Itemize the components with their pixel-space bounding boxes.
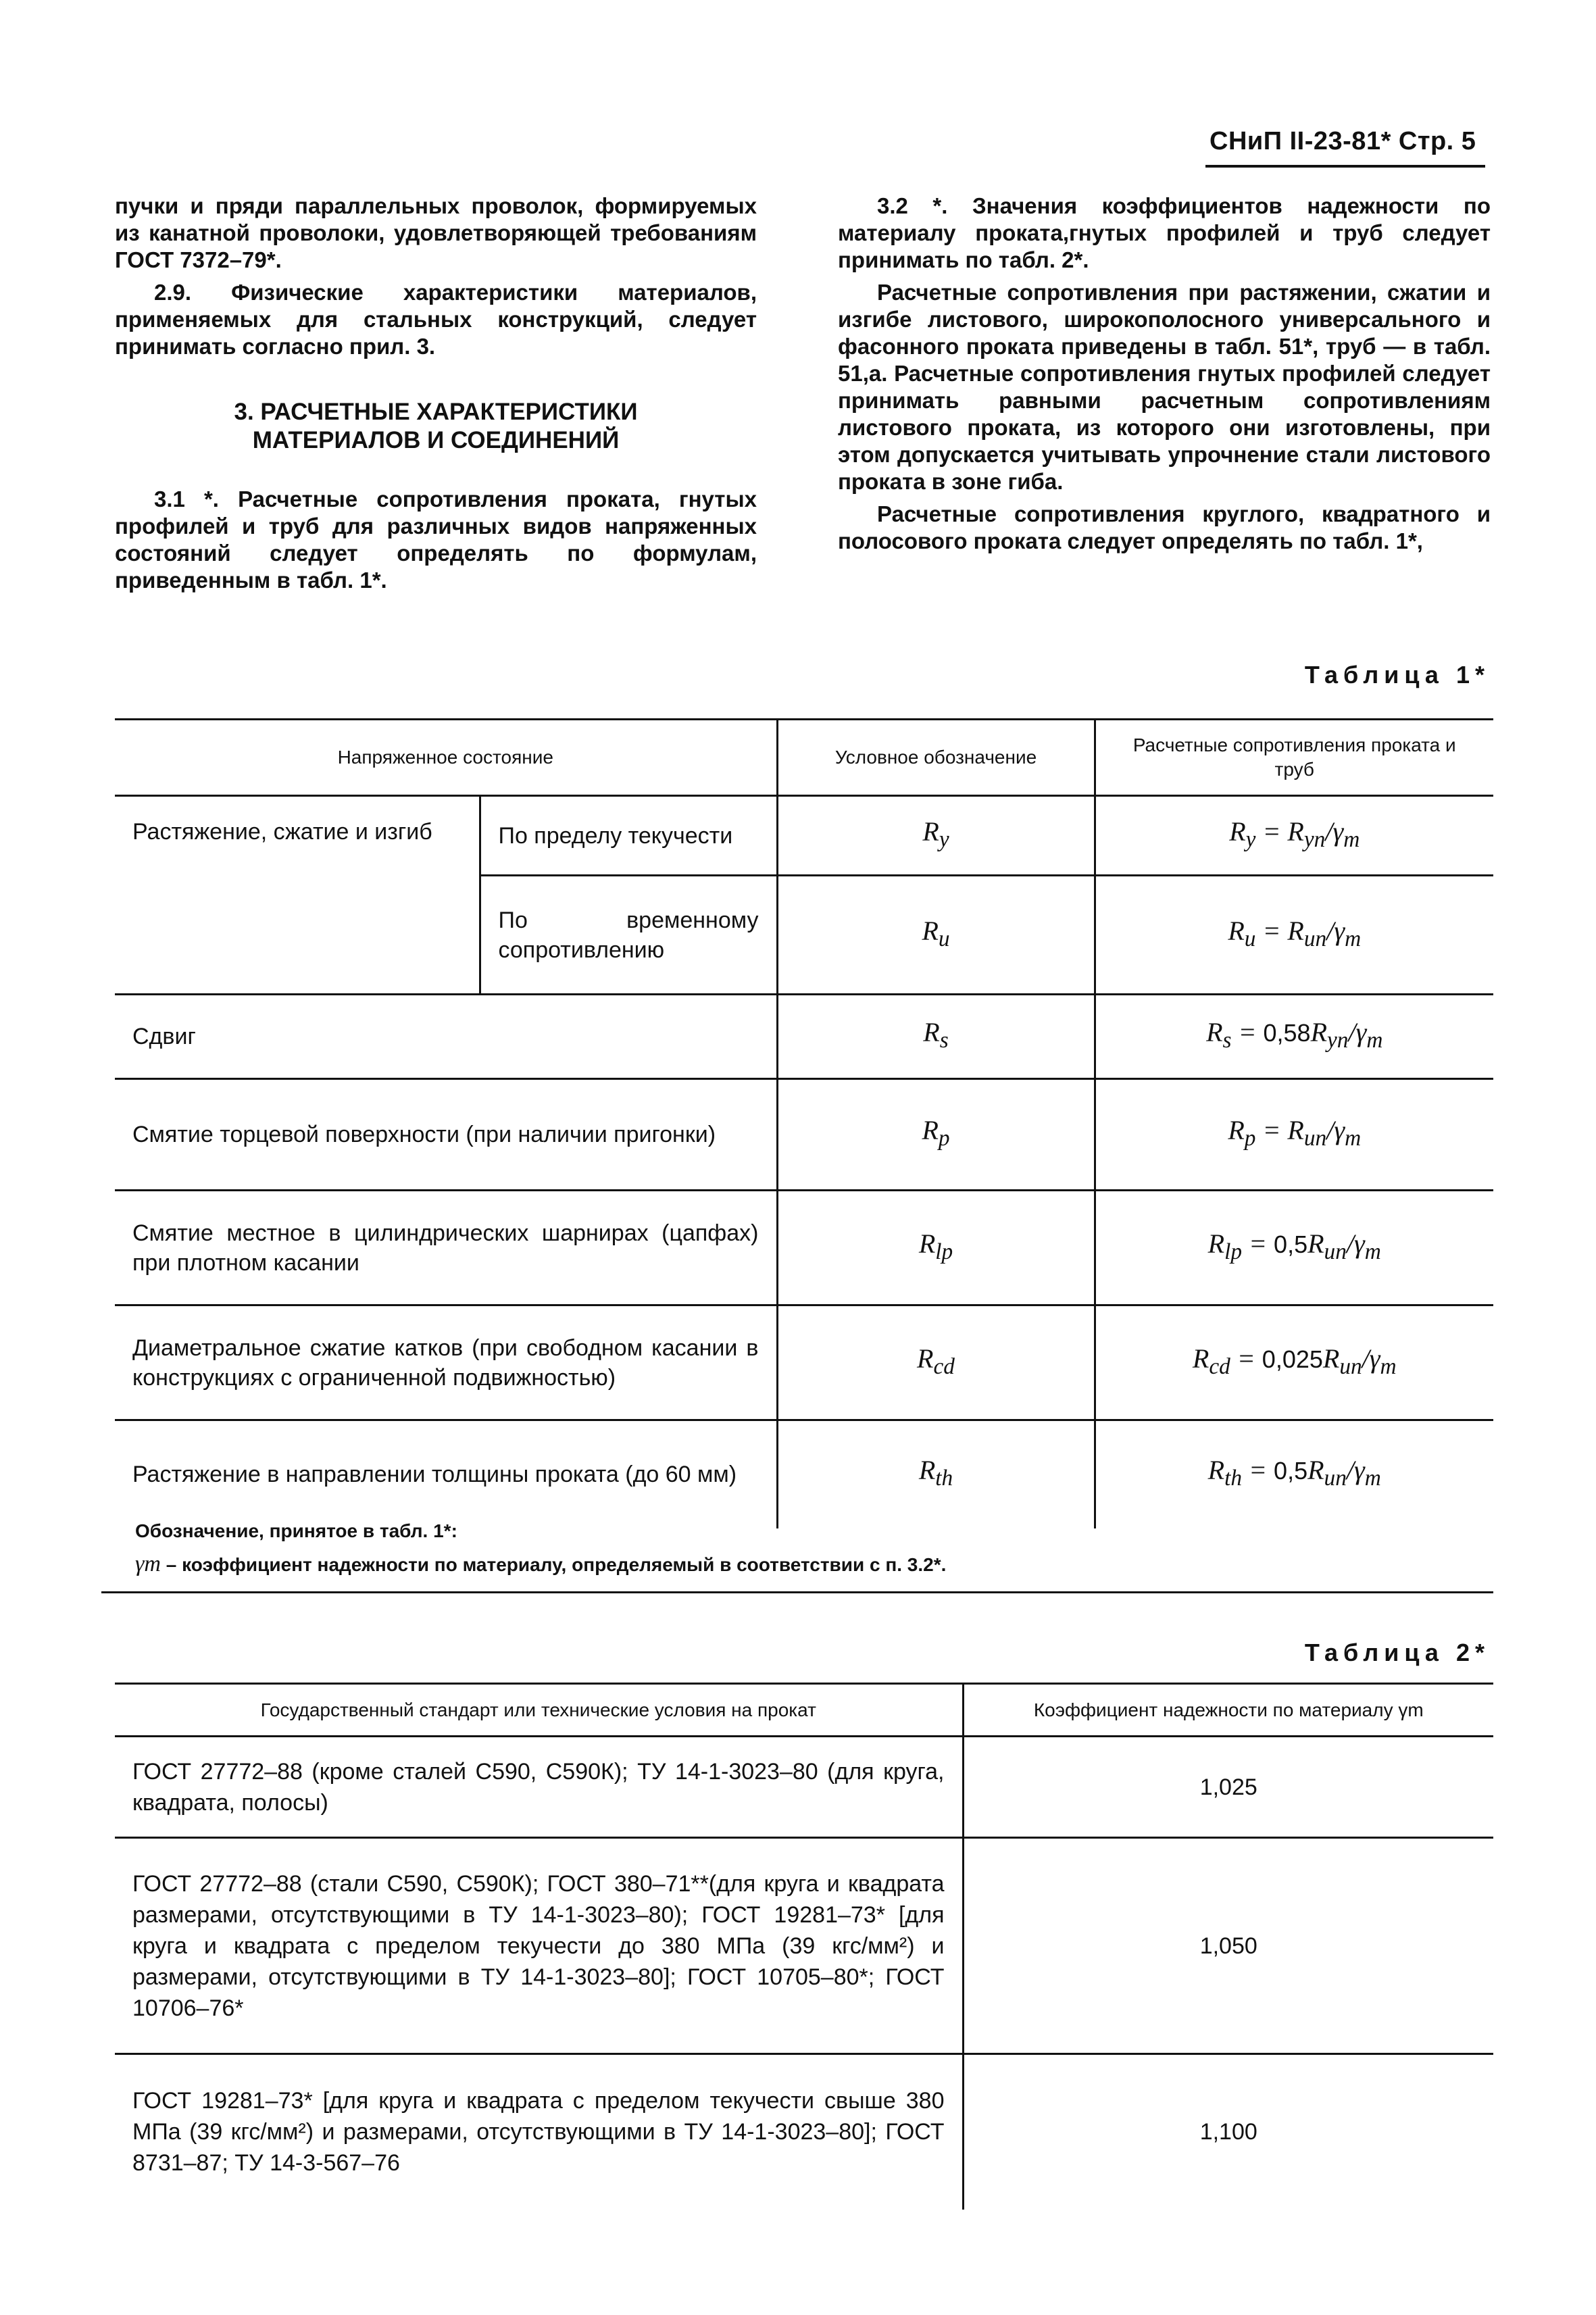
table1-cell-formula: $R_{lp} = 0,5R_{un}/\gamma_m$: [1207, 1228, 1381, 1264]
table2-cell-value: 1,050: [1199, 1933, 1257, 1959]
table1-cell-symbol: $R_s$: [777, 995, 1095, 1079]
page-header: СНиП II-23-81* Стр. 5: [1210, 127, 1476, 155]
table1-cell-formula: $R_{cd} = 0,025R_{un}/\gamma_m$: [1192, 1343, 1397, 1379]
note-symbol: γm: [135, 1551, 161, 1576]
table1-cell-formula: $R_s = 0,58R_{yn}/\gamma_m$: [1206, 1017, 1383, 1053]
table1-cell-formula: $R_u = R_{un}/\gamma_m$: [1228, 915, 1362, 951]
table2: [115, 1683, 1493, 2210]
table2-header-coefficient: Коэффициент надежности по материалу γm: [1033, 1699, 1424, 1720]
paragraph: Расчетные сопротивления при растяжении, сжатии и изгибе листового, широкополосного универсального и фасонного проката приведены в табл. 51*, труб — в табл. 51,а. Расчетные сопротивления гнутых профилей следует принимать равными расчетным сопротивлениям листового проката, из которого они изготовлены, при этом допускается учитывать упрочнение стали листового проката в зоне гиба.: [838, 280, 1491, 494]
table2-cell-standard: ГОСТ 27772–88 (кроме сталей С590, С590К); ТУ 14-1-3023–80 (для круга, квадрата, полосы): [115, 1737, 963, 1838]
table2-caption: Таблица 2*: [1304, 1639, 1490, 1666]
table2-cell-standard: ГОСТ 19281–73* [для круга и квадрата с пределом текучести свыше 380 МПа (39 кгс/мм²) и размерами, отсутствующими в ТУ 14-1-3023–80]; ГОСТ 8731–87; ТУ 14-3-567–76: [115, 2054, 963, 2210]
paragraph: 3.2 *. Значения коэффициентов надежности по материалу проката,гнутых профилей и труб следует принимать по табл. 2*.: [838, 193, 1491, 272]
table-row: [115, 995, 1493, 1079]
table1-cell-symbol: $R_p$: [777, 1079, 1095, 1191]
table-row: [115, 1737, 1493, 1838]
table1-cell-symbol: $R_u$: [777, 876, 1095, 995]
table1-cell-symbol: $R_{lp}$: [777, 1191, 1095, 1305]
table-row: [115, 1305, 1493, 1420]
table-row: [115, 1079, 1493, 1191]
table1-cell-sub: По временному сопротивлению: [480, 876, 777, 995]
table1-cell-symbol: $R_y$: [777, 796, 1095, 876]
right-column: [838, 193, 1491, 560]
table2-cell-standard: ГОСТ 27772–88 (стали С590, С590К); ГОСТ 380–71**(для круга и квадрата размерами, отсутствующими в ТУ 14-1-3023–80); ГОСТ 19281–73* [для круга и квадрата с пределом текучести до 380 МПа (39 кгс/мм²) и размерами, отсутствующими в ТУ 14-1-3023–80]; ГОСТ 10705–80*; ГОСТ 10706–76*: [115, 1838, 963, 2054]
table-row: [115, 796, 1493, 876]
table2-cell-value: 1,100: [1199, 2119, 1257, 2145]
table1-cell-formula: $R_{th} = 0,5R_{un}/\gamma_m$: [1207, 1455, 1381, 1491]
table-row: [115, 1838, 1493, 2054]
table1-header-state: Напряженное состояние: [115, 720, 777, 796]
section-title-line: МАТЕРИАЛОВ И СОЕДИНЕНИЙ: [252, 427, 620, 453]
paragraph: 3.1 *. Расчетные сопротивления проката, гнутых профилей и труб для различных видов напряженных состояний следует определять по формулам, приведенным в табл. 1*.: [115, 487, 757, 593]
paragraph: 2.9. Физические характеристики материалов, применяемых для стальных конструкций, следует принимать согласно прил. 3.: [115, 280, 757, 359]
header-rule: [1205, 165, 1485, 168]
table2-header-standard: Государственный стандарт или технические условия на прокат: [115, 1684, 963, 1737]
table1-cell-formula: $R_p = R_{un}/\gamma_m$: [1228, 1115, 1362, 1151]
section-title-line: 3. РАСЧЕТНЫЕ ХАРАКТЕРИСТИКИ: [234, 399, 638, 425]
table1-cell-state: Растяжение в направлении толщины проката (до 60 мм): [115, 1420, 777, 1528]
table1-cell-state: Смятие торцевой поверхности (при наличии пригонки): [115, 1079, 777, 1191]
table1-cell-state: Смятие местное в цилиндрических шарнирах (цапфах) при плотном касании: [115, 1191, 777, 1305]
table1-header-symbol: Условное обозначение: [777, 720, 1095, 796]
table1-cell-formula: $R_y = R_{yn}/\gamma_m$: [1095, 796, 1493, 876]
table1-cell-state: Диаметральное сжатие катков (при свободном касании в конструкциях с ограниченной подвижностью): [115, 1305, 777, 1420]
table1-note-title: Обозначение, принятое в табл. 1*:: [135, 1520, 457, 1541]
table-row: [115, 2054, 1493, 2210]
left-column: [115, 193, 757, 599]
table1-cell-sub: По пределу текучести: [480, 796, 777, 876]
table2-cell-value: 1,025: [1199, 1774, 1257, 1800]
table1-caption: Таблица 1*: [1304, 661, 1490, 689]
table1: [115, 718, 1493, 1528]
table1-cell-state: Растяжение, сжатие и изгиб: [115, 796, 480, 995]
section-title: [115, 398, 757, 455]
table1-header-formula: Расчетные сопротивления проката и труб: [1132, 735, 1456, 780]
table1-note: [135, 1551, 946, 1577]
table1-bottom-rule: [101, 1591, 1493, 1593]
table1-cell-symbol: $R_{cd}$: [777, 1305, 1095, 1420]
table-row: [115, 1191, 1493, 1305]
paragraph: пучки и пряди параллельных проволок, формируемых из канатной проволоки, удовлетворяющей требованиям ГОСТ 7372–79*.: [115, 193, 757, 272]
paragraph: Расчетные сопротивления круглого, квадратного и полосового проката следует определять по табл. 1*,: [838, 501, 1491, 553]
note-text: – коэффициент надежности по материалу, определяемый в соответствии с п. 3.2*.: [166, 1554, 947, 1575]
table1-cell-state: Сдвиг: [115, 995, 777, 1079]
table-row: [115, 1420, 1493, 1528]
table1-cell-symbol: $R_{th}$: [777, 1420, 1095, 1528]
